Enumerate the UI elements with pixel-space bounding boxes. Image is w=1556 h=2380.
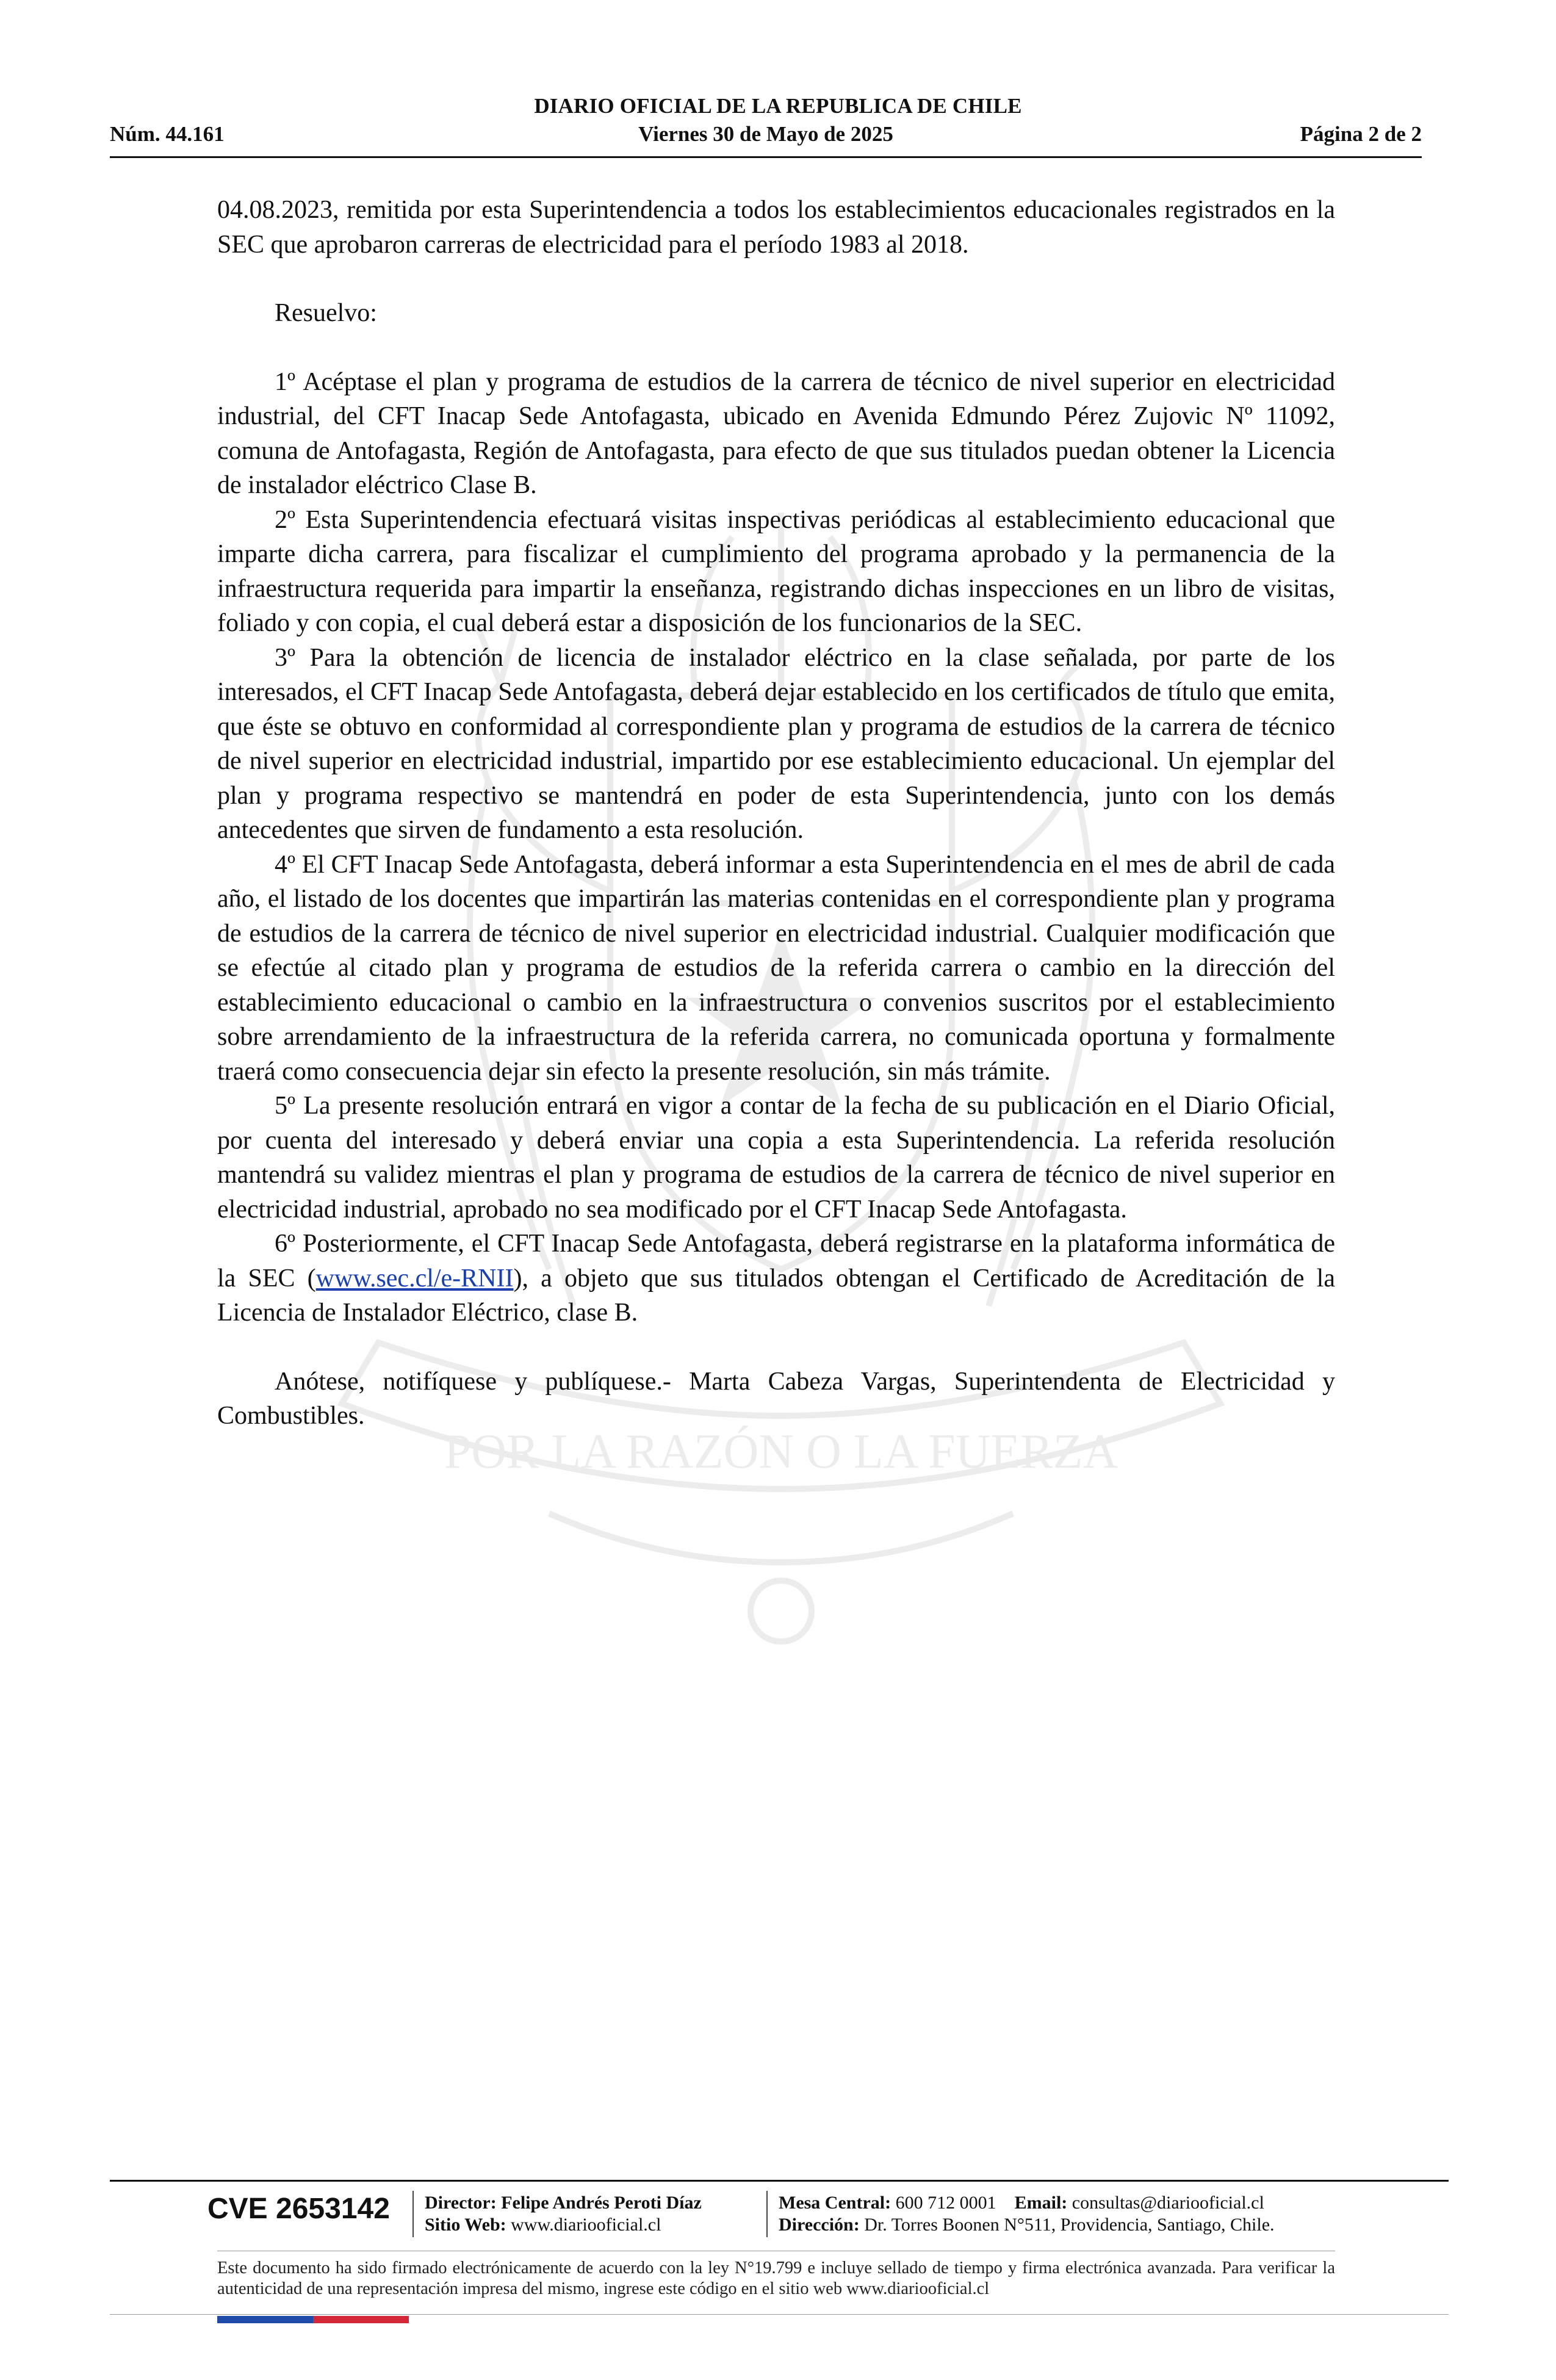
document-body: [217, 193, 1335, 1433]
electronic-signature-note: Este documento ha sido firmado electrónicamente de acuerdo con la ley N°19.799 e incluye sellado de tiempo y firma electrónica avanzada. Para verificar la autenticidad de una representación impresa del mismo, ingrese este código en el sitio web www.diariooficial.cl: [217, 2259, 1335, 2298]
site-label: Sitio Web:: [425, 2215, 506, 2235]
resolution-point-2: 2º Esta Superintendencia efectuará visitas inspectivas periódicas al establecimiento educacional que imparte dicha carrera, para fiscalizar el cumplimiento del programa aprobado y la permanencia de la infraestructura requerida para impartir la enseñanza, registrando dichas inspecciones en un libro de visitas, foliado y con copia, el cual deberá estar a disposición de los funcionarios de la SEC.: [217, 505, 1335, 637]
header-divider: [110, 156, 1422, 158]
address-label: Dirección:: [779, 2215, 860, 2235]
issue-number: Núm. 44.161: [110, 122, 225, 146]
watermark-motto: POR LA RAZÓN O LA FUERZA: [444, 1425, 1118, 1479]
resolution-point-3: 3º Para la obtención de licencia de instalador eléctrico en la clase señalada, por parte de los interesados, el CFT Inacap Sede Antofagasta, deberá dejar establecido en los certificados de título que emita, que éste se obtuvo en conformidad al correspondiente plan y programa de estudios de la carrera de técnico de nivel superior en electricidad industrial, impartido por ese establecimiento educacional. Un ejemplar del plan y programa respectivo se mantendrá en poder de esta Superintendencia, junto con los demás antecedentes que sirven de fundamento a esta resolución.: [217, 643, 1335, 844]
header-row: [110, 122, 1422, 150]
footer-director-block: [425, 2192, 702, 2236]
email-label: Email:: [1014, 2193, 1068, 2213]
page-indicator: Página 2 de 2: [1300, 122, 1422, 146]
footer-separator: [766, 2191, 768, 2237]
point-6-text-start: 6º Posteriormente, el CFT Inacap Sede Antofagasta, deberá registrarse en la plataforma informática de la SEC (: [217, 1230, 1335, 1293]
site-url[interactable]: www.diariooficial.cl: [511, 2215, 661, 2235]
flag-red-stripe: [313, 2316, 409, 2323]
footer-divider-bottom: [110, 2314, 1449, 2315]
resolution-point-1: 1º Acéptase el plan y programa de estudios de la carrera de técnico de nivel superior en electricidad industrial, del CFT Inacap Sede Antofagasta, ubicado en Avenida Edmundo Pérez Zujovic Nº 11092, comuna de Antofagasta, Región de Antofagasta, para efecto de que sus titulados puedan obtener la Licencia de instalador eléctrico Clase B.: [217, 367, 1335, 499]
cve-code: CVE 2653142: [207, 2193, 390, 2225]
email-address[interactable]: consultas@diariooficial.cl: [1072, 2193, 1264, 2213]
mesa-phone: 600 712 0001: [895, 2193, 996, 2213]
footer-separator: [412, 2191, 414, 2237]
closing-signature: Anótese, notifíquese y publíquese.- Marta Cabeza Vargas, Superintendenta de Electricidad y Combustibles.: [217, 1367, 1335, 1430]
resolution-point-5: 5º La presente resolución entrará en vigor a contar de la fecha de su publicación en el Diario Oficial, por cuenta del interesado y deberá enviar una copia a esta Superintendencia. La referida resolución mantendrá su validez mientras el plan y programa de estudios de la carrera de técnico de nivel superior en electricidad industrial, aprobado no sea modificado por el CFT Inacap Sede Antofagasta.: [217, 1092, 1335, 1224]
footer-divider-top: [110, 2180, 1449, 2182]
resuelvo-heading: Resuelvo:: [275, 299, 377, 327]
newspaper-title: DIARIO OFICIAL DE LA REPUBLICA DE CHILE: [534, 94, 1022, 118]
point-6-text-end: ), a objeto que sus titulados obtengan el Certificado de Acreditación de la Licencia de Instalador Eléctrico, clase B.: [217, 1264, 1335, 1327]
footer-contact-block: [779, 2192, 1275, 2236]
resolution-point-6: [217, 1227, 1335, 1330]
sec-rnii-link[interactable]: www.sec.cl/e-RNII: [315, 1264, 514, 1293]
issue-date: Viernes 30 de Mayo de 2025: [638, 122, 893, 146]
address-value: Dr. Torres Boonen N°511, Providencia, Santiago, Chile.: [864, 2215, 1275, 2235]
resolution-point-4: 4º El CFT Inacap Sede Antofagasta, deberá informar a esta Superintendencia en el mes de abril de cada año, el listado de los docentes que impartirán las materias contenidas en el correspondiente plan y programa de estudios de la carrera de técnico de nivel superior en electricidad industrial. Cualquier modificación que se efectúe al citado plan y programa de estudios de la referida carrera o cambio en la dirección del establecimiento educacional o cambio en la infraestructura o convenios suscritos por el establecimiento sobre arrendamiento de la infraestructura de la referida carrera, no comunicada oportuna y formalmente traerá como consecuencia dejar sin efecto la presente resolución, sin más trámite.: [217, 850, 1335, 1086]
director-label: Director:: [425, 2193, 497, 2213]
mesa-label: Mesa Central:: [779, 2193, 891, 2213]
flag-color-bar: [217, 2316, 409, 2323]
director-name: Felipe Andrés Peroti Díaz: [501, 2193, 702, 2213]
intro-paragraph: 04.08.2023, remitida por esta Superintendencia a todos los establecimientos educacionales registrados en la SEC que aprobaron carreras de electricidad para el período 1983 al 2018.: [217, 196, 1335, 259]
flag-blue-stripe: [217, 2316, 313, 2323]
